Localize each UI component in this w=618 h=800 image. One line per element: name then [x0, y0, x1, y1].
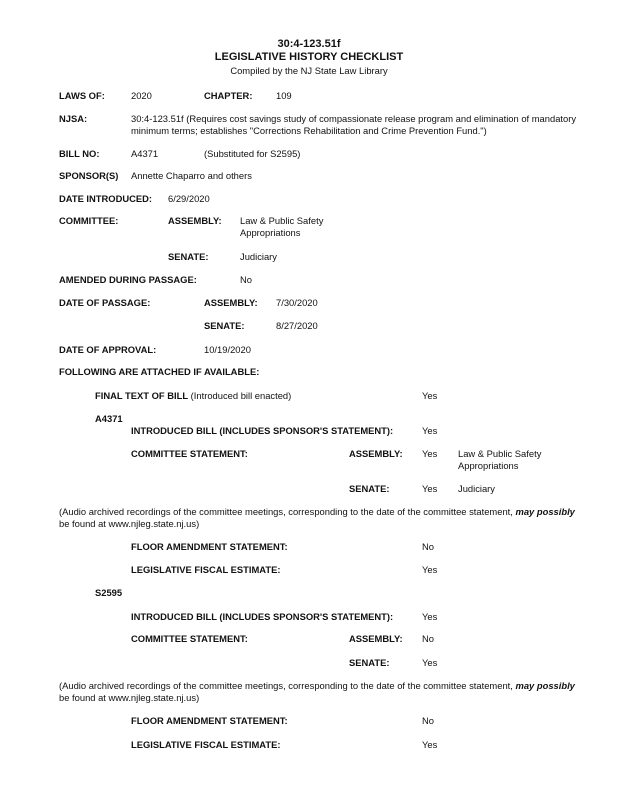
final-text-label — [95, 390, 291, 401]
bill-no-substituted: (Substituted for S2595) — [204, 148, 301, 159]
chapter-value: 109 — [276, 90, 292, 101]
sponsors-label: SPONSOR(S) — [59, 170, 119, 181]
s2595-heading: S2595 — [95, 587, 123, 598]
s2595-introduced-value: Yes — [422, 611, 438, 622]
a4371-committee-label: COMMITTEE STATEMENT: — [131, 448, 248, 459]
s2595-assembly-value: No — [422, 633, 434, 644]
s2595-audio-note-text: (Audio archived recordings of the committee meetings, corresponding to the date of the committee statement, — [59, 680, 516, 691]
date-introduced-label: DATE INTRODUCED: — [59, 193, 153, 204]
a4371-assembly-value: Yes — [422, 448, 438, 459]
date-introduced-value: 6/29/2020 — [168, 193, 210, 204]
a4371-fiscal-estimate-label: LEGISLATIVE FISCAL ESTIMATE: — [131, 564, 281, 575]
a4371-fiscal-estimate-value: Yes — [422, 564, 438, 575]
final-text-value: Yes — [422, 390, 438, 401]
date-of-passage-label: DATE OF PASSAGE: — [59, 297, 151, 308]
sponsors-value: Annette Chaparro and others — [131, 170, 252, 181]
compiled-by: Compiled by the NJ State Law Library — [230, 65, 388, 76]
s2595-floor-amendment-value: No — [422, 715, 434, 726]
a4371-audio-note-text: (Audio archived recordings of the committee meetings, corresponding to the date of the committee statement, — [59, 506, 516, 517]
committee-senate-value: Judiciary — [240, 251, 277, 262]
amended-value: No — [240, 274, 252, 285]
passage-assembly-value: 7/30/2020 — [276, 297, 318, 308]
chapter-label: CHAPTER: — [204, 90, 253, 101]
a4371-floor-amendment-label: FLOOR AMENDMENT STATEMENT: — [131, 541, 288, 552]
passage-senate-value: 8/27/2020 — [276, 320, 318, 331]
a4371-audio-note-line-1 — [59, 506, 575, 517]
a4371-assembly-committee-1: Law & Public Safety — [458, 448, 542, 459]
a4371-introduced-label: INTRODUCED BILL (INCLUDES SPONSOR'S STATEMENT): — [131, 425, 394, 436]
njsa-label: NJSA: — [59, 113, 88, 124]
s2595-floor-amendment-label: FLOOR AMENDMENT STATEMENT: — [131, 715, 288, 726]
a4371-floor-amendment-value: No — [422, 541, 434, 552]
bill-no-label: BILL NO: — [59, 148, 100, 159]
s2595-committee-label: COMMITTEE STATEMENT: — [131, 633, 248, 644]
a4371-senate-committee: Judiciary — [458, 483, 495, 494]
a4371-senate-label: SENATE: — [349, 483, 390, 494]
a4371-introduced-value: Yes — [422, 425, 438, 436]
laws-of-value: 2020 — [131, 90, 152, 101]
date-of-approval-label: DATE OF APPROVAL: — [59, 344, 157, 355]
committee-label: COMMITTEE: — [59, 215, 119, 226]
s2595-audio-note-line-2: be found at www.njleg.state.nj.us) — [59, 692, 200, 703]
amended-label: AMENDED DURING PASSAGE: — [59, 274, 197, 285]
s2595-senate-label: SENATE: — [349, 657, 390, 668]
passage-assembly-label: ASSEMBLY: — [204, 297, 258, 308]
s2595-introduced-label: INTRODUCED BILL (INCLUDES SPONSOR'S STATEMENT): — [131, 611, 394, 622]
passage-senate-label: SENATE: — [204, 320, 245, 331]
checklist-heading: LEGISLATIVE HISTORY CHECKLIST — [214, 51, 404, 63]
s2595-senate-value: Yes — [422, 657, 438, 668]
committee-assembly-line-1: Law & Public Safety — [240, 215, 324, 226]
s2595-audio-note-line-1 — [59, 680, 575, 691]
laws-of-label: LAWS OF: — [59, 90, 105, 101]
njsa-line-1: 30:4-123.51f (Requires cost savings study of compassionate release program and elimination of mandatory — [131, 113, 577, 124]
bill-no-value: A4371 — [131, 148, 159, 159]
committee-assembly-line-2: Appropriations — [240, 227, 301, 238]
page-title: 30:4-123.51f — [277, 38, 341, 50]
a4371-audio-note-emphasis: may possibly — [515, 506, 575, 517]
s2595-audio-note-emphasis: may possibly — [515, 680, 575, 691]
final-text-label-note: (Introduced bill enacted) — [188, 390, 292, 401]
final-text-label-bold: FINAL TEXT OF BILL — [95, 390, 189, 401]
date-of-approval-value: 10/19/2020 — [204, 344, 251, 355]
a4371-heading: A4371 — [95, 413, 123, 424]
s2595-fiscal-estimate-value: Yes — [422, 739, 438, 750]
s2595-assembly-label: ASSEMBLY: — [349, 633, 403, 644]
a4371-assembly-label: ASSEMBLY: — [349, 448, 403, 459]
committee-assembly-label: ASSEMBLY: — [168, 215, 222, 226]
committee-senate-label: SENATE: — [168, 251, 209, 262]
a4371-senate-value: Yes — [422, 483, 438, 494]
following-attached-heading: FOLLOWING ARE ATTACHED IF AVAILABLE: — [59, 366, 260, 377]
a4371-assembly-committee-2: Appropriations — [458, 460, 519, 471]
njsa-line-2: minimum terms; establishes "Corrections Rehabilitation and Crime Prevention Fund.") — [131, 125, 487, 136]
a4371-audio-note-line-2: be found at www.njleg.state.nj.us) — [59, 518, 200, 529]
s2595-fiscal-estimate-label: LEGISLATIVE FISCAL ESTIMATE: — [131, 739, 281, 750]
